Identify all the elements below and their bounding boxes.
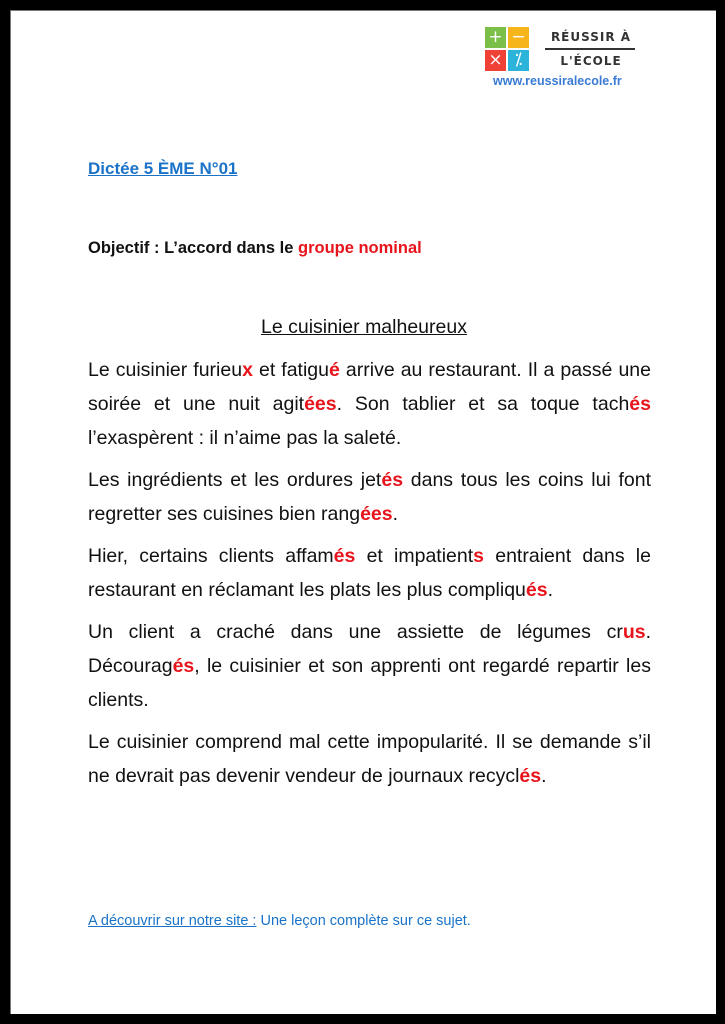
brand-divider <box>545 48 635 50</box>
document-page <box>10 10 716 1014</box>
dictation-text <box>88 353 651 801</box>
multiply-icon: × <box>485 50 506 71</box>
agreement-ending: s <box>473 545 485 567</box>
text-segment: Le cuisinier furieu <box>88 359 243 381</box>
divide-icon: ⁒ <box>508 50 529 71</box>
agreement-ending: és <box>333 545 356 567</box>
text-segment: et impatient <box>355 545 474 567</box>
text-segment: dans tous les coins lui font regretter ses cuisines bien rang <box>88 469 651 525</box>
text-segment: . <box>392 503 399 525</box>
brand-name-line1: RÉUSSIR À <box>550 30 632 44</box>
dictation-paragraph <box>88 615 651 717</box>
minus-icon: − <box>508 27 529 48</box>
agreement-ending: és <box>525 579 548 601</box>
text-segment: Le cuisinier comprend mal cette impopularité. Il se demande s’il ne devrait pas devenir vendeur de journaux recycl <box>88 731 651 787</box>
agreement-ending: é <box>329 359 340 381</box>
text-segment: . <box>547 579 554 601</box>
text-segment: et fatigu <box>252 359 329 381</box>
text-segment: . <box>541 765 547 787</box>
agreement-ending: és <box>381 469 404 491</box>
site-lesson-link[interactable]: A découvrir sur notre site : <box>88 913 257 929</box>
dictation-paragraph <box>88 539 651 607</box>
agreement-ending: és <box>629 393 651 415</box>
text-segment: , le cuisinier et son apprenti ont regardé repartir les clients. <box>88 655 651 711</box>
dictation-title <box>11 316 717 339</box>
objective-label: Objectif : L’accord dans le <box>88 239 298 257</box>
brand-name-line2: L'ÉCOLE <box>560 54 622 68</box>
footer <box>88 913 471 929</box>
agreement-ending: és <box>172 655 195 677</box>
agreement-ending: us <box>622 621 646 643</box>
plus-icon: + <box>485 27 506 48</box>
lesson-link-text[interactable]: Une leçon complète sur ce sujet. <box>256 913 471 929</box>
text-segment: . Son tablier et sa toque tach <box>336 393 630 415</box>
agreement-ending: és <box>519 765 542 787</box>
text-segment: l’exaspèrent : il n’aime pas la saleté. <box>88 427 402 449</box>
text-segment: . Décourag <box>88 621 651 677</box>
text-segment: Hier, certains clients affam <box>88 545 334 567</box>
document-title-link[interactable]: Dictée 5 ÈME N°01 <box>88 159 238 178</box>
agreement-ending: x <box>242 359 253 381</box>
dictation-paragraph <box>88 353 651 455</box>
text-segment: Les ingrédients et les ordures jet <box>88 469 382 491</box>
text-segment: entraient dans le restaurant en réclamant les plats les plus compliqu <box>88 545 651 601</box>
dictation-paragraph <box>88 725 651 793</box>
agreement-ending: ées <box>360 503 393 525</box>
text-segment: arrive au restaurant. Il a passé une soirée et une nuit agit <box>88 359 651 415</box>
text-segment: Un client a craché dans une assiette de légumes cr <box>88 621 623 643</box>
agreement-ending: ées <box>304 393 337 415</box>
site-logo[interactable] <box>485 27 665 99</box>
site-url-link[interactable]: www.reussiralecole.fr <box>493 74 622 88</box>
dictation-title-text: Le cuisinier malheureux <box>261 316 467 338</box>
objective-highlight: groupe nominal <box>297 239 422 257</box>
logo-tiles <box>485 27 529 71</box>
objective <box>88 239 422 258</box>
dictation-paragraph <box>88 463 651 531</box>
